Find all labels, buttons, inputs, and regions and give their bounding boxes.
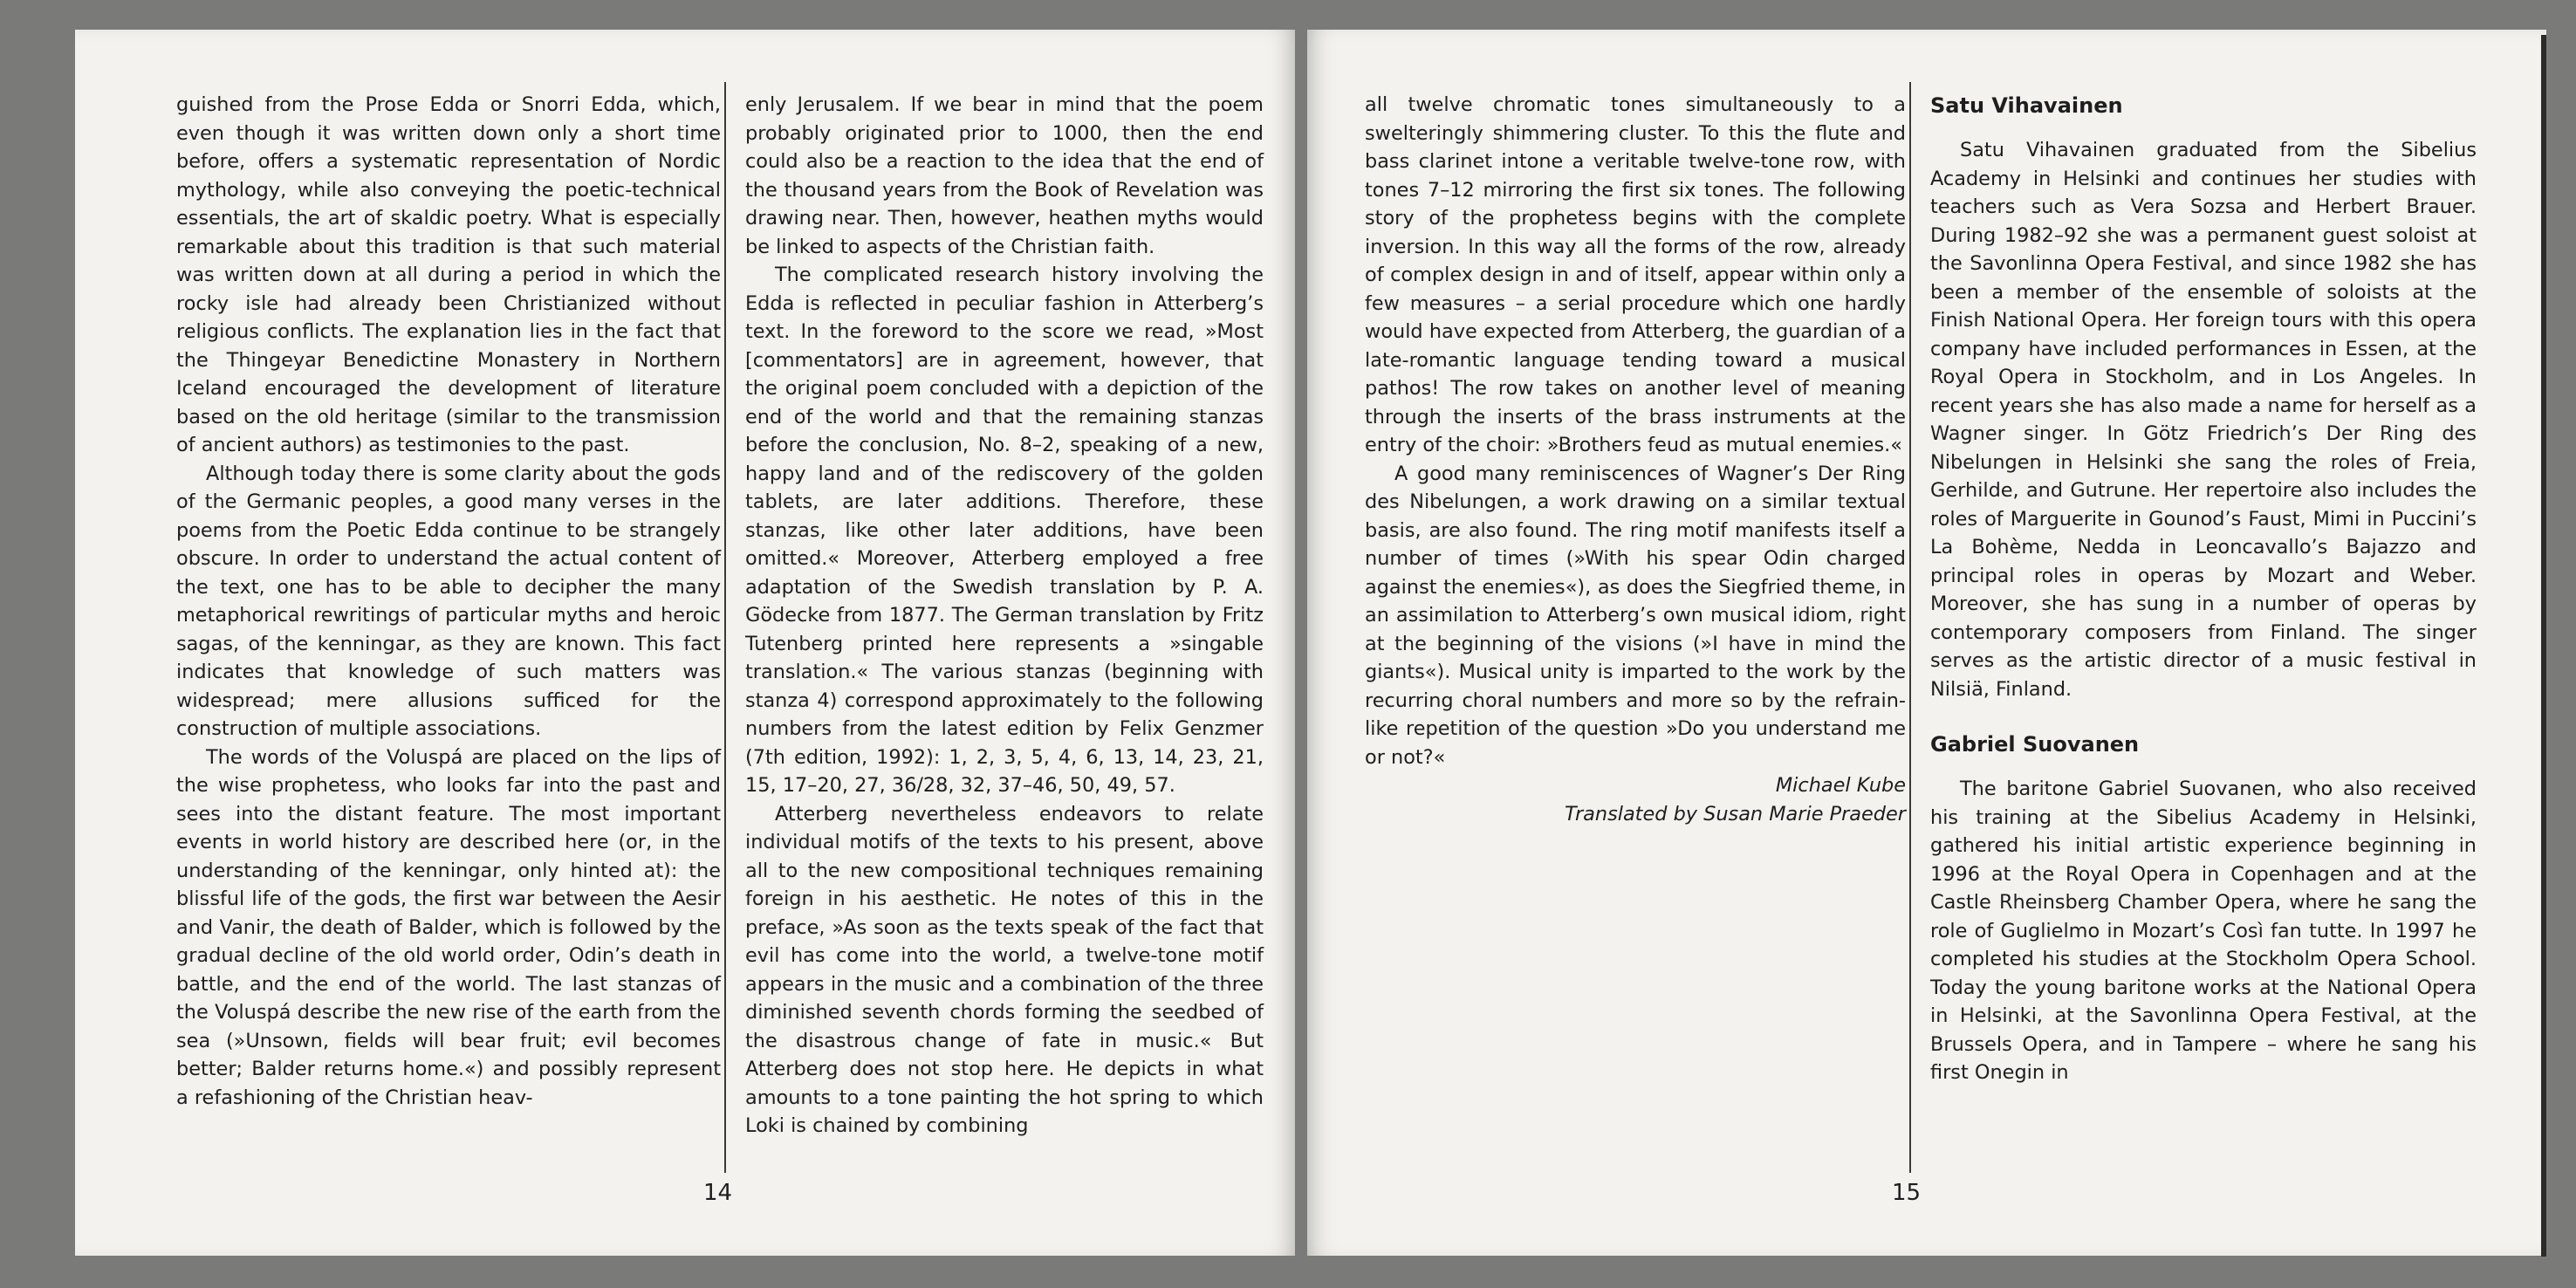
right-page-column-2: [1930, 91, 2477, 1087]
page-number: 14: [703, 1180, 733, 1206]
essay-author: Michael Kube: [1775, 774, 1906, 797]
paragraph: guished from the Prose Edda or Snorri Edda, which, even though it was written down only a short time before, offers a systematic representation of Nordic mythology, while also conveying the poetic-technical essentials, the art of skaldic poetry. What is especially remarkable about this tradition is that such material was written down at all during a period in which the rocky isle had already been Christianized without religious conflicts. The explanation lies in the fact that the Thingeyar Benedictine Monastery in Northern Iceland encouraged the development of literature based on the old heritage (similar to the transmission of ancient authors) as testimonies to the past.: [176, 93, 721, 456]
booklet-edge: [2541, 35, 2546, 1257]
paragraph: Atterberg nevertheless endeavors to relate individual motifs of the texts to his present, above all to the new compositional techniques remaining foreign in his aesthetic. He notes of this in the preface, »As soon as the texts speak of the fact that evil has come into the world, a twelve-tone motif appears in the music and a combination of the three diminished seventh chords forming the seedbed of the disastrous change of fate in music.« But Atterberg does not stop here. He depicts in what amounts to a tone painting the hot spring to which Loki is chained by combining: [745, 802, 1264, 1137]
paragraph: The words of the Voluspá are placed on the lips of the wise prophetess, who looks far into the past and sees into the distant feature. The most important events in world history are described here (or, in the understanding of the kenningar, only hinted at): the blissful life of the gods, the first war between the Aesir and Vanir, the death of Balder, which is followed by the gradual decline of the old world order, Odin’s death in battle, and the end of the world. The last stanzas of the Voluspá describe the new rise of the earth from the sea (»Unsown, fields will bear fruit; evil becomes better; Balder returns home.«) and possibly represent a refashioning of the Christian heav-: [176, 745, 721, 1109]
right-page: [1307, 30, 2546, 1256]
left-page-column-2: [745, 91, 1264, 1141]
paragraph: The complicated research history involving the Edda is reflected in peculiar fashion in Atterberg’s text. In the foreword to the score we read, »Most [commentators] are in agreement, however, that the original poem concluded with a depiction of the end of the world and that the remaining stanzas before the conclusion, No. 8–2, speaking of a new, happy land and of the rediscovery of the golden tablets, are later additions. Therefore, these stanzas, like other later additions, have been omitted.« Moreover, Atterberg employed a free adaptation of the Swedish translation by P. A. Gödecke from 1877. The German translation by Fritz Tutenberg printed here represents a »singable translation.« The various stanzas (beginning with stanza 4) correspond approximately to the following numbers from the latest edition by Felix Genzmer (7th edition, 1992): 1, 2, 3, 5, 4, 6, 13, 14, 23, 21, 15, 17–20, 27, 36/28, 32, 37–46, 50, 49, 57.: [745, 264, 1264, 797]
biography: The baritone Gabriel Suovanen, who also received his training at the Sibelius Academy in Helsinki, gathered his initial artistic experience beginning in 1996 at the Royal Opera in Copenhagen and at the Castle Rheinsberg Chamber Opera, where he sang the role of Guglielmo in Mozart’s Così fan tutte. In 1997 he completed his studies at the Stockholm Opera School. Today the young baritone works at the National Opera in Helsinki, at the Savonlinna Opera Festival, at the Brussels Opera, and in Tampere – where he sang his first Onegin in: [1930, 778, 2477, 1084]
translator-credit: Translated by Susan Marie Praeder: [1565, 802, 1906, 826]
left-page-column-1: [176, 91, 721, 1112]
bio-heading: Satu Vihavainen: [1930, 93, 2123, 118]
biography: Satu Vihavainen graduated from the Sibelius Academy in Helsinki and continues her studies with teachers such as Vera Sozsa and Herbert Brauer. During 1982–92 she was a permanent guest soloist at the Savonlinna Opera Festival, and since 1982 she has been a member of the ensemble of soloists at the Finish National Opera. Her foreign tours with this opera company have included performances in Essen, at the Royal Opera in Stockholm, and in Los Angeles. In recent years she has also made a name for herself as a Wagner singer. In Götz Friedrich’s Der Ring des Nibelungen in Helsinki she sang the roles of Freia, Gerhilde, and Gutrune. Her repertoire also includes the roles of Marguerite in Gounod’s Faust, Mimi in Puccini’s La Bohème, Nedda in Leoncavallo’s Bajazzo and principal roles in operas by Mozart and Weber. Moreover, she has sung in a number of operas by contemporary composers from Finland. The singer serves as the artistic director of a music festival in Nilsiä, Finland.: [1930, 139, 2477, 701]
page-number: 15: [1892, 1180, 1922, 1206]
left-page: [75, 30, 1295, 1256]
paragraph: all twelve chromatic tones simultaneously to a swelteringly shimmering cluster. To this the flute and bass clarinet intone a veritable twelve-tone row, with tones 7–12 mirroring the first six tones. The following story of the prophetess begins with the complete inversion. In this way all the forms of the row, already of complex design in and of itself, appear within only a few measures – a serial procedure which one hardly would have expected from Atterberg, the guardian of a late-romantic language tending toward a musical pathos! The row takes on another level of meaning through the inserts of the brass instruments at the entry of the choir: »Brothers feud as mutual enemies.«: [1365, 93, 1906, 456]
right-page-column-1: [1365, 91, 1906, 828]
paragraph: Although today there is some clarity about the gods of the Germanic peoples, a good many verses in the poems from the Poetic Edda continue to be strangely obscure. In order to understand the actual content of the text, one has to be able to decipher the many metaphorical rewritings of particular myths and heroic sagas, of the kenningar, as they are known. This fact indicates that knowledge of such matters was widespread; mere allusions sufficed for the construction of multiple associations.: [176, 462, 721, 740]
column-divider: [1909, 82, 1911, 1173]
bio-heading: Gabriel Suovanen: [1930, 732, 2140, 757]
paragraph: A good many reminiscences of Wagner’s Der Ring des Nibelungen, a work drawing on a similar textual basis, are also found. The ring motif manifests itself a number of times (»With his spear Odin charged against the enemies«), as does the Siegfried theme, in an assimilation to Atterberg’s own musical idiom, right at the beginning of the visions (»I have in mind the giants«). Musical unity is imparted to the work by the recurring choral numbers and more so by the refrain-like repetition of the question »Do you understand me or not?«: [1365, 462, 1906, 769]
column-divider: [724, 82, 726, 1173]
paragraph: enly Jerusalem. If we bear in mind that the poem probably originated prior to 1000, then the end could also be a reaction to the idea that the end of the thousand years from the Book of Revelation was drawing near. Then, however, heathen myths would be linked to aspects of the Christian faith.: [745, 93, 1264, 258]
